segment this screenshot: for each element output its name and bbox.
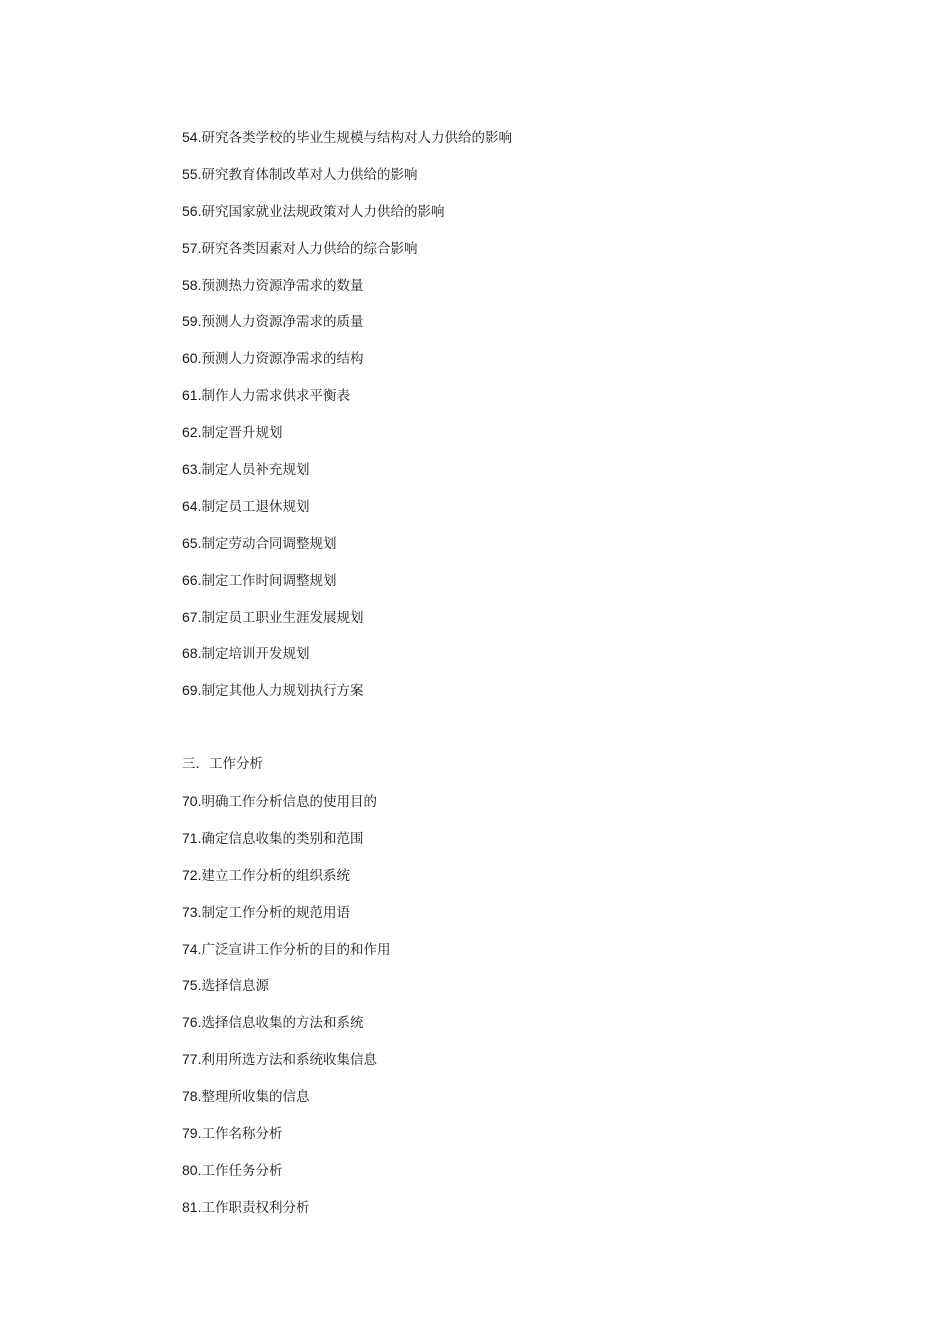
item-number: 59. bbox=[182, 313, 202, 330]
list-item bbox=[182, 606, 512, 643]
list-item bbox=[182, 126, 512, 163]
item-number: 67. bbox=[182, 608, 202, 625]
item-number: 61. bbox=[182, 387, 202, 404]
item-text: 预测人力资源净需求的质量 bbox=[201, 314, 364, 331]
item-number: 65. bbox=[182, 534, 202, 551]
list-item bbox=[182, 310, 512, 347]
section-heading: 三．工作分析 bbox=[182, 756, 263, 772]
item-text: 研究各类学校的毕业生规模与结构对人力供给的影响 bbox=[201, 130, 512, 146]
item-text: 研究国家就业法规政策对人力供给的影响 bbox=[201, 203, 445, 220]
item-number: 68. bbox=[182, 645, 202, 662]
item-text: 明确工作分析信息的使用目的 bbox=[201, 794, 377, 810]
item-text: 预测热力资源净需求的数量 bbox=[201, 277, 364, 294]
item-text: 预测人力资源净需求的结构 bbox=[201, 351, 364, 368]
item-number: 70. bbox=[182, 793, 202, 809]
list-item bbox=[182, 495, 512, 532]
item-text: 研究教育体制改革对人力供给的影响 bbox=[201, 166, 418, 183]
item-number: 55. bbox=[182, 165, 202, 182]
item-text: 工作职责权利分析 bbox=[201, 1199, 310, 1216]
item-text: 工作任务分析 bbox=[201, 1162, 283, 1179]
list-item bbox=[182, 1048, 390, 1085]
list-item bbox=[182, 458, 512, 495]
list-item bbox=[182, 237, 512, 274]
list-item bbox=[182, 384, 512, 421]
item-text: 研究各类因素对人力供给的综合影响 bbox=[201, 240, 418, 257]
item-number: 76. bbox=[182, 1014, 202, 1031]
item-number: 58. bbox=[182, 276, 202, 293]
item-number: 57. bbox=[182, 239, 202, 256]
list-item bbox=[182, 569, 512, 606]
item-text: 制作人力需求供求平衡表 bbox=[201, 388, 350, 405]
list-item bbox=[182, 901, 390, 938]
list-item bbox=[182, 827, 390, 864]
item-text: 选择信息收集的方法和系统 bbox=[201, 1015, 364, 1032]
item-number: 78. bbox=[182, 1088, 202, 1105]
item-text: 利用所选方法和系统收集信息 bbox=[201, 1052, 377, 1069]
list-item bbox=[182, 1085, 390, 1122]
item-number: 62. bbox=[182, 424, 202, 441]
planning-task-list bbox=[182, 126, 512, 716]
list-item bbox=[182, 864, 390, 901]
item-number: 66. bbox=[182, 571, 202, 588]
item-number: 64. bbox=[182, 497, 202, 514]
item-text: 制定员工退休规划 bbox=[201, 498, 310, 515]
list-item bbox=[182, 679, 512, 716]
list-item bbox=[182, 1159, 390, 1196]
list-item bbox=[182, 1196, 390, 1233]
list-item bbox=[182, 163, 512, 200]
item-text: 制定晋升规划 bbox=[201, 425, 283, 442]
list-item bbox=[182, 642, 512, 679]
item-text: 制定人员补充规划 bbox=[201, 462, 310, 479]
item-number: 80. bbox=[182, 1161, 202, 1178]
job-analysis-task-list bbox=[182, 790, 390, 1233]
list-item bbox=[182, 532, 512, 569]
item-text: 制定培训开发规划 bbox=[201, 646, 310, 663]
item-number: 63. bbox=[182, 461, 202, 478]
list-item bbox=[182, 790, 390, 827]
item-text: 制定工作时间调整规划 bbox=[201, 572, 337, 589]
list-item bbox=[182, 974, 390, 1011]
item-number: 81. bbox=[182, 1198, 202, 1215]
item-text: 广泛宣讲工作分析的目的和作用 bbox=[201, 941, 391, 958]
item-number: 72. bbox=[182, 866, 202, 883]
item-text: 建立工作分析的组织系统 bbox=[201, 867, 350, 884]
item-number: 69. bbox=[182, 682, 202, 699]
list-item bbox=[182, 938, 390, 975]
item-number: 74. bbox=[182, 940, 202, 957]
item-text: 制定工作分析的规范用语 bbox=[201, 904, 350, 921]
item-text: 制定员工职业生涯发展规划 bbox=[201, 609, 364, 626]
list-item bbox=[182, 274, 512, 311]
list-item bbox=[182, 1122, 390, 1159]
item-text: 工作名称分析 bbox=[201, 1126, 283, 1143]
item-text: 选择信息源 bbox=[201, 978, 269, 995]
item-number: 56. bbox=[182, 202, 202, 219]
item-number: 73. bbox=[182, 903, 202, 920]
item-number: 54. bbox=[182, 129, 202, 145]
list-item bbox=[182, 347, 512, 384]
item-text: 制定其他人力规划执行方案 bbox=[201, 683, 364, 700]
item-number: 79. bbox=[182, 1125, 202, 1142]
item-number: 75. bbox=[182, 977, 202, 994]
item-number: 60. bbox=[182, 350, 202, 367]
list-item bbox=[182, 1011, 390, 1048]
item-number: 77. bbox=[182, 1051, 202, 1068]
list-item bbox=[182, 200, 512, 237]
item-text: 确定信息收集的类别和范围 bbox=[201, 830, 364, 847]
item-text: 整理所收集的信息 bbox=[201, 1089, 310, 1106]
item-number: 71. bbox=[182, 829, 202, 846]
list-item bbox=[182, 421, 512, 458]
item-text: 制定劳动合同调整规划 bbox=[201, 535, 337, 552]
